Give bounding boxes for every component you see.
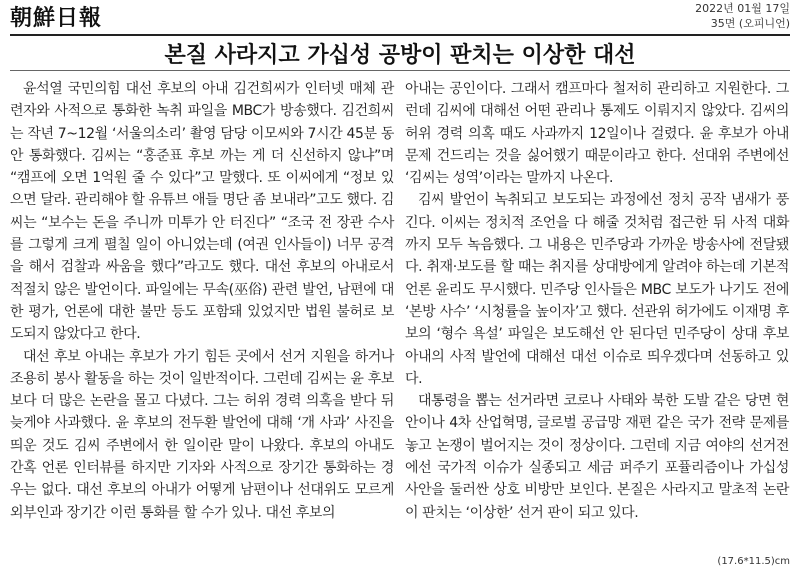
paragraph: 윤석열 국민의힘 대선 후보의 아내 김건희씨가 인터넷 매체 관련자와 사적으로 통화한 녹취 파일을 MBC가 방송했다. 김건희씨는 작년 7~12월 ‘서울의소리’ 촬영 담당 이모씨와 7시간 45분 동안 통화했다. 김씨는 “홍준표 후보 까는 게 더 신선하지 않냐”며 “캠프에 오면 1억원 줄 수 있다”고 말했다. 또 이씨에게 “정보 있으면 달라. 관리해야 할 유튜브 애들 명단 좀 보내라”고도 했다. 김씨는 “보수는 돈을 주니까 미투가 안 터진다” “조국 전 장관 수사를 그렇게 크게 펼칠 일이 아니었는데 (여권 인사들이) 너무 공격을 해서 검찰과 싸움을 했다”라고도 했다. 대선 후보의 아내로서 적절치 않은 발언이다. 파일에는 무속(巫俗) 관련 발언, 남편에 대한 평가, 언론에 대한 불만 등도 포함돼 있었지만 법원 불허로 보도되지 않았다고 한다. <box>10 81 394 343</box>
masthead-rule <box>10 34 790 36</box>
paragraph: 대선 후보 아내는 후보가 가기 힘든 곳에서 선거 지원을 하거나 조용히 봉사 활동을 하는 것이 일반적이다. 그런데 김씨는 윤 후보보다 더 많은 논란을 몰고 다녔다. 그는 허위 경력 의혹을 받다 뒤늦게야 사과했다. 윤 후보의 전두환 발언에 대해 ‘개 사과’ 사진을 띄운 것도 김씨 주변에서 한 일이란 말이 나왔다. 후보의 아내도 간혹 언론 인터뷰를 하지만 기자와 사적으로 장기간 통화하는 경우는 없다. 대선 후보의 아내가 어떻게 남편이나 선대위도 모르게 외부인과 장기간 이런 통화를 할 수가 있나. 대선 후보의 <box>10 348 394 521</box>
newspaper-masthead: 朝鮮日報 <box>10 5 103 31</box>
issue-date: 2022년 01월 17일 <box>695 2 790 15</box>
article-column-right <box>405 78 789 524</box>
issue-meta <box>695 1 790 31</box>
headline: 본질 사라지고 가십성 공방이 판치는 이상한 대선 <box>164 43 636 68</box>
paragraph-continuation: 아내는 공인이다. 그래서 캠프마다 철저히 관리하고 지원한다. 그런데 김씨에 대해선 어떤 관리나 통제도 이뤄지지 않았다. 김씨의 허위 경력 의혹 때도 사과까지 12일이나 걸렸다. 윤 후보가 아내 문제 건드리는 것을 싫어했기 때문이라고 한다. 선대위 주변에선 ‘김씨는 성역’이라는 말까지 나온다. <box>405 81 789 187</box>
article-size: (17.6*11.5)cm <box>717 556 790 567</box>
article-column-left <box>10 78 394 524</box>
paragraph: 대통령을 뽑는 선거라면 코로나 사태와 북한 도발 같은 당면 현안이나 4차 산업혁명, 글로벌 공급망 재편 같은 국가 전략 문제를 놓고 논쟁이 벌어지는 것이 정상이다. 그런데 지금 여야의 선거전에선 국가적 이슈가 실종되고 세금 퍼주기 포퓰리즘이나 가십성 사안을 둘러싼 상호 비방만 보인다. 본질은 사라지고 말초적 논란이 판치는 ‘이상한’ 선거 판이 되고 있다. <box>405 393 789 521</box>
paragraph: 김씨 발언이 녹취되고 보도되는 과정에선 정치 공작 냄새가 풍긴다. 이씨는 정치적 조언을 다 해줄 것처럼 접근한 뒤 사적 대화까지 모두 녹음했다. 그 내용은 민주당과 가까운 방송사에 전달됐다. 취재·보도를 할 때는 취지를 상대방에게 알려야 하는데 기본적 언론 윤리도 무시했다. 민주당 인사들은 MBC 보도가 나기도 전에 ‘본방 사수’ ‘시청률을 높이자’고 했다. 선관위 허가에도 이재명 후보의 ‘형수 욕설’ 파일은 보도해선 안 된다던 민주당이 상대 후보 아내의 사적 발언에 대해선 대선 이슈로 띄우겠다며 선동하고 있다. <box>405 192 789 387</box>
headline-rule <box>10 70 790 71</box>
page-section: 35면 (오피니언) <box>710 17 790 30</box>
